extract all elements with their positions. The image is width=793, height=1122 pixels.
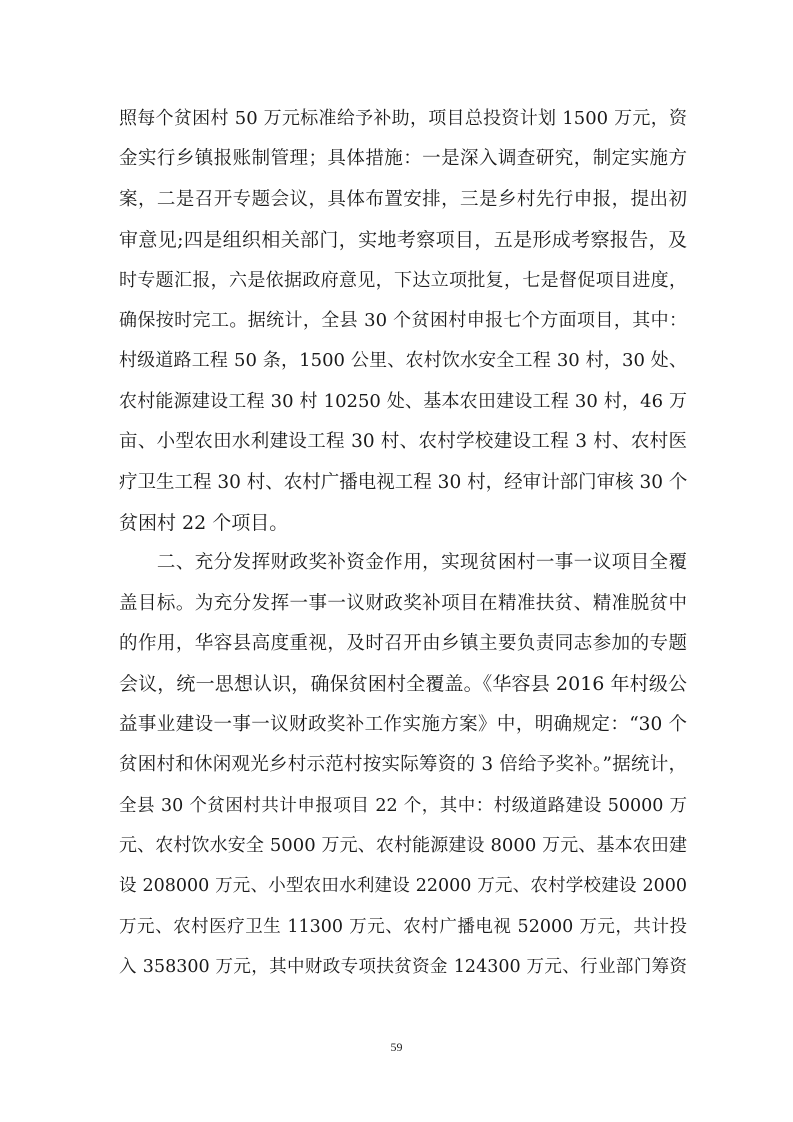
text-line: 贫困村和休闲观光乡村示范村按实际筹资的 3 倍给予奖补。”据统计， (119, 754, 687, 776)
text-line: 万元、农村医疗卫生 11300 万元、农村广播电视 52000 万元，共计投 (119, 916, 687, 937)
text-line: 亩、小型农田水利建设工程 30 村、农村学校建设工程 3 村、农村医 (119, 431, 687, 453)
text-line: 元、农村饮水安全 5000 万元、农村能源建设 8000 万元、基本农田建 (119, 835, 687, 857)
text-line: 村级道路工程 50 条，1500 公里、农村饮水安全工程 30 村，30 处、 (119, 350, 687, 372)
text-line: 盖目标。为充分发挥一事一议财政奖补项目在精准扶贫、精准脱贫中 (119, 592, 687, 614)
text-line: 审意见;四是组织相关部门，实地考察项目，五是形成考察报告，及 (119, 229, 687, 252)
text-line: 金实行乡镇报账制管理；具体措施：一是深入调查研究，制定实施方 (119, 148, 687, 170)
text-line: 照每个贫困村 50 万元标准给予补助，项目总投资计划 1500 万元，资 (119, 108, 687, 129)
page-number: 59 (390, 1040, 403, 1054)
text-line: 农村能源建设工程 30 村 10250 处、基本农田建设工程 30 村，46 万 (119, 390, 687, 412)
text-line: 入 358300 万元，其中财政专项扶贫资金 124300 万元、行业部门筹资 (119, 957, 687, 978)
text-line: 会议，统一思想认识，确保贫困村全覆盖。《华容县 2016 年村级公 (119, 673, 687, 696)
text-line: 二、充分发挥财政奖补资金作用，实现贫困村一事一议项目全覆 (119, 552, 687, 574)
text-line: 时专题汇报，六是依据政府意见，下达立项批复，七是督促项目进度， (119, 269, 687, 291)
text-line: 贫困村 22 个项目。 (119, 511, 289, 534)
text-line: 确保按时完工。据统计，全县 30 个贫困村申报七个方面项目，其中： (119, 309, 687, 331)
body-text (119, 99, 687, 988)
text-line: 设 208000 万元、小型农田水利建设 22000 万元、农村学校建设 2000 (119, 876, 687, 897)
text-line: 全县 30 个贫困村共计申报项目 22 个，其中：村级道路建设 50000 万 (119, 795, 687, 816)
text-line: 疗卫生工程 30 村、农村广播电视工程 30 村，经审计部门审核 30 个 (119, 471, 688, 493)
text-line: 案，二是召开专题会议，具体布置安排，三是乡村先行申报，提出初 (119, 188, 687, 210)
text-line: 益事业建设一事一议财政奖补工作实施方案》中，明确规定：“30 个 (119, 713, 687, 735)
text-line: 的作用，华容县高度重视，及时召开由乡镇主要负责同志参加的专题 (119, 633, 687, 655)
